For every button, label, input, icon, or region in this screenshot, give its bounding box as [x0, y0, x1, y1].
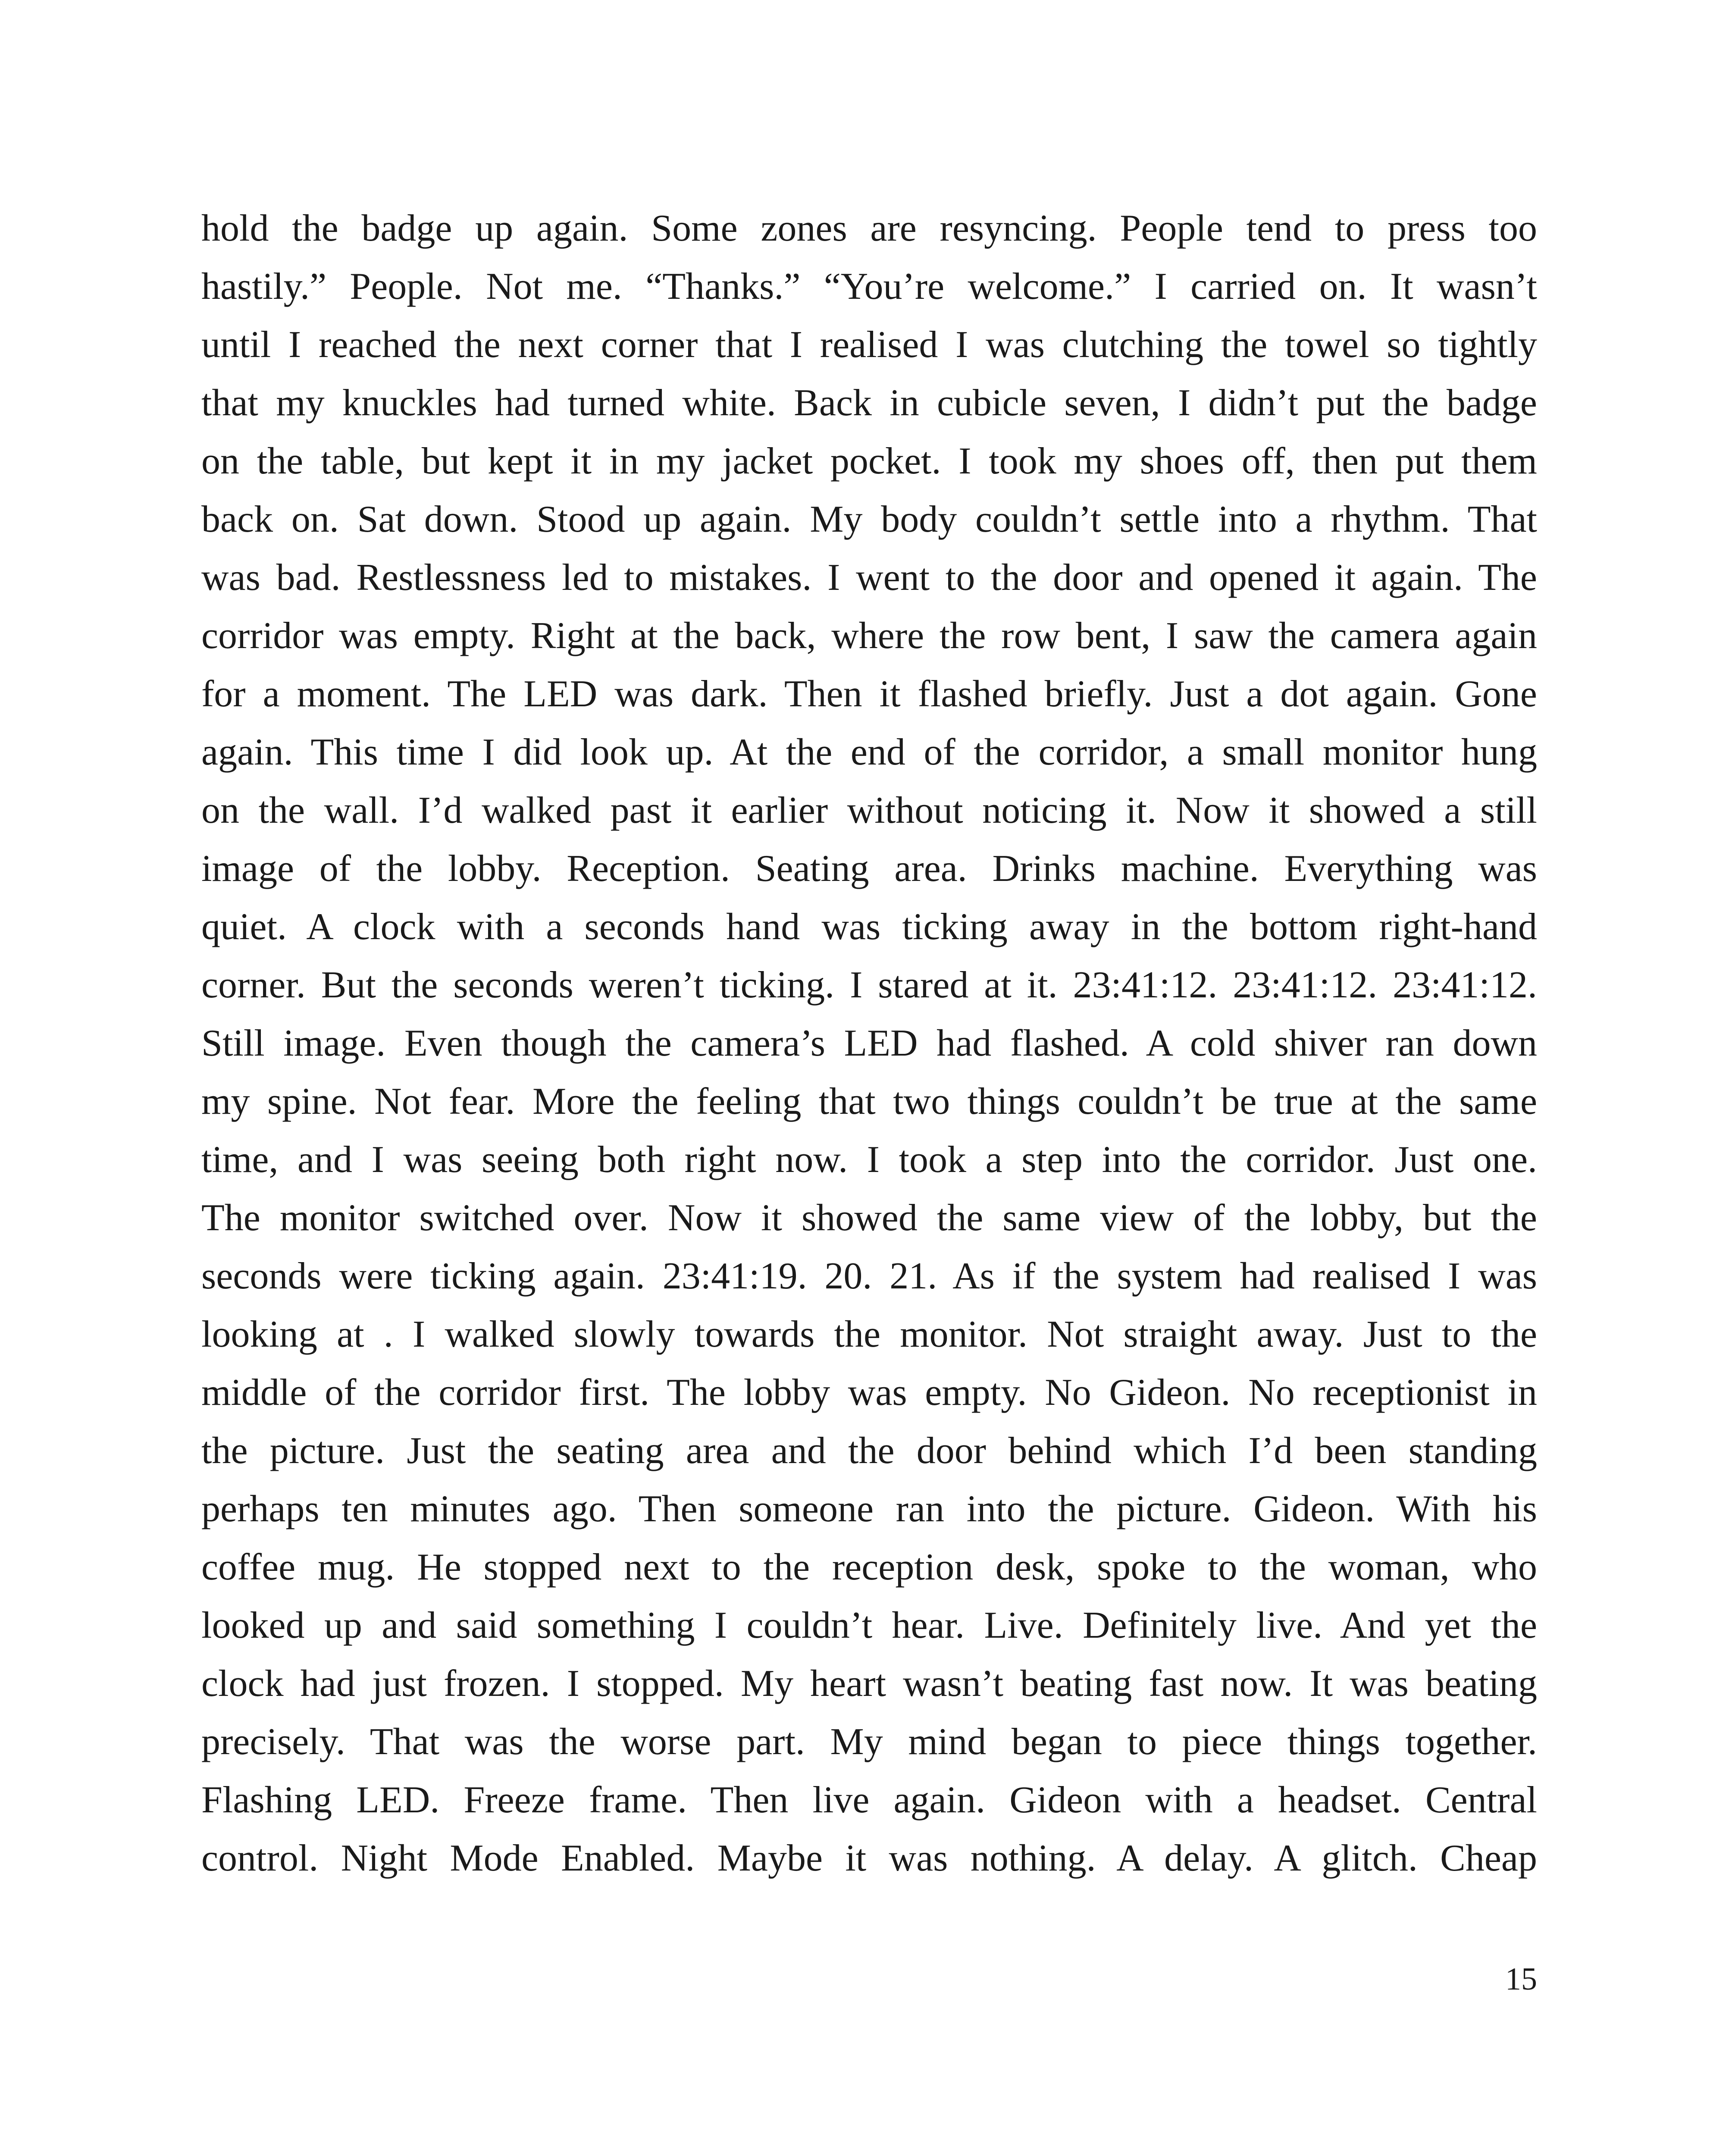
text-line: until I reached the next corner that I realised I was clutching the towel so tightly: [201, 324, 1537, 366]
text-line: precisely. That was the worse part. My mind began to piece things together.: [201, 1721, 1537, 1763]
text-line: image of the lobby. Reception. Seating area. Drinks machine. Everything was: [201, 848, 1537, 890]
text-line: time, and I was seeing both right now. I took a step into the corridor. Just one.: [201, 1139, 1537, 1181]
text-line: my spine. Not fear. More the feeling that two things couldn’t be true at the same: [201, 1081, 1537, 1122]
text-line: The monitor switched over. Now it showed the same view of the lobby, but the: [201, 1197, 1537, 1239]
text-line: was bad. Restlessness led to mistakes. I went to the door and opened it again. The: [201, 557, 1537, 599]
text-line: Still image. Even though the camera’s LED had flashed. A cold shiver ran down: [201, 1022, 1537, 1064]
text-line: for a moment. The LED was dark. Then it flashed briefly. Just a dot again. Gone: [201, 673, 1537, 715]
text-line: again. This time I did look up. At the end of the corridor, a small monitor hung: [201, 731, 1537, 773]
text-line: middle of the corridor first. The lobby was empty. No Gideon. No receptionist in: [201, 1372, 1537, 1413]
text-line: back on. Sat down. Stood up again. My body couldn’t settle into a rhythm. That: [201, 498, 1537, 540]
text-line: on the table, but kept it in my jacket pocket. I took my shoes off, then put them: [201, 440, 1537, 482]
text-line: the picture. Just the seating area and the door behind which I’d been standing: [201, 1430, 1537, 1472]
text-line: coffee mug. He stopped next to the reception desk, spoke to the woman, who: [201, 1546, 1537, 1588]
text-line: that my knuckles had turned white. Back in cubicle seven, I didn’t put the badge: [201, 382, 1537, 424]
text-line: Flashing LED. Freeze frame. Then live again. Gideon with a headset. Central: [201, 1779, 1537, 1821]
text-line: on the wall. I’d walked past it earlier without noticing it. Now it showed a still: [201, 790, 1537, 831]
text-line: quiet. A clock with a seconds hand was ticking away in the bottom right-hand: [201, 906, 1537, 948]
text-line: looked up and said something I couldn’t hear. Live. Definitely live. And yet the: [201, 1604, 1537, 1646]
text-line: perhaps ten minutes ago. Then someone ran into the picture. Gideon. With his: [201, 1488, 1537, 1530]
text-line: hold the badge up again. Some zones are resyncing. People tend to press too: [201, 207, 1537, 249]
text-line: seconds were ticking again. 23:41:19. 20. 21. As if the system had realised I was: [201, 1255, 1537, 1297]
text-line: looking at . I walked slowly towards the monitor. Not straight away. Just to the: [201, 1313, 1537, 1355]
text-line: clock had just frozen. I stopped. My heart wasn’t beating fast now. It was beating: [201, 1663, 1537, 1705]
text-line: hastily.” People. Not me. “Thanks.” “You’re welcome.” I carried on. It wasn’t: [201, 266, 1537, 307]
body-text: [201, 199, 1537, 1887]
text-line: corner. But the seconds weren’t ticking. I stared at it. 23:41:12. 23:41:12. 23:41:12.: [201, 964, 1537, 1006]
text-line: control. Night Mode Enabled. Maybe it was nothing. A delay. A glitch. Cheap: [201, 1837, 1537, 1879]
text-line: corridor was empty. Right at the back, where the row bent, I saw the camera again: [201, 615, 1537, 657]
page-number: 15: [1505, 1962, 1537, 1997]
